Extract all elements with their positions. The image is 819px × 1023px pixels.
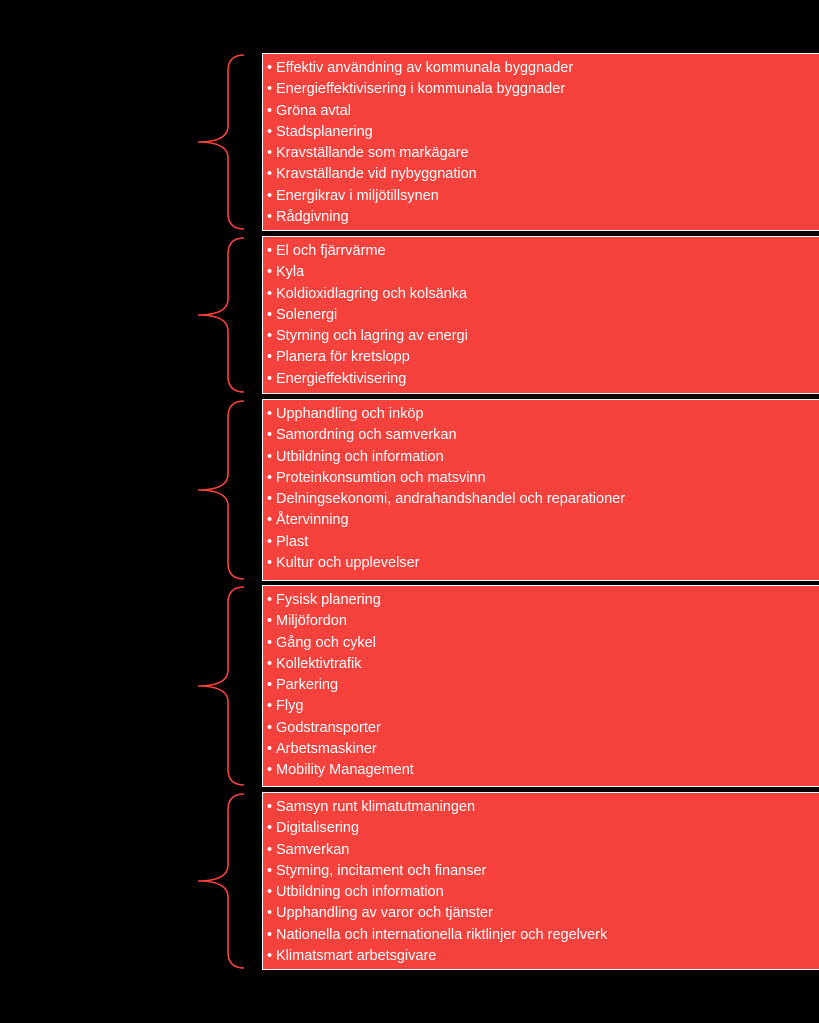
list-item-text: Delningsekonomi, andrahandshandel och reparationer: [276, 491, 626, 508]
list-item-text: Fysisk planering: [276, 592, 381, 608]
bullet-icon: •: [267, 512, 273, 529]
bullet-icon: •: [267, 469, 273, 486]
list-item: [267, 532, 819, 553]
list-item: [267, 122, 819, 143]
list-item: [267, 143, 819, 164]
bullet-icon: •: [267, 677, 273, 694]
group-box-cross-cutting: [262, 792, 819, 970]
group-box-transport: [262, 585, 819, 787]
list-item: [267, 447, 819, 468]
list-item-text: Gröna avtal: [276, 102, 351, 119]
list-item-text: Kultur och upplevelser: [276, 555, 420, 572]
curly-brace-icon: [198, 587, 244, 785]
bullet-icon: •: [267, 448, 273, 465]
bullet-icon: •: [267, 592, 273, 608]
list-item: [267, 590, 819, 611]
list-item-text: Plast: [276, 533, 309, 550]
bullet-icon: •: [267, 102, 273, 119]
list-item: [267, 633, 819, 654]
list-item-text: Flyg: [276, 698, 304, 715]
list-item-text: Styrning, incitament och finanser: [276, 862, 487, 879]
list-item-text: Parkering: [276, 677, 339, 694]
list-item: [267, 262, 819, 283]
list-item-text: Utbildning och information: [276, 884, 444, 901]
list-item-text: Nationella och internationella riktlinjer och regelverk: [276, 926, 608, 943]
list-item-text: El och fjärrvärme: [276, 243, 386, 259]
curly-brace-icon: [198, 794, 244, 968]
list-item-text: Upphandling av varor och tjänster: [276, 905, 493, 922]
list-item-text: Samordning och samverkan: [276, 427, 457, 444]
list-item: [267, 58, 819, 79]
list-item: [267, 510, 819, 531]
list-item: [267, 241, 819, 262]
bullet-icon: •: [267, 328, 273, 345]
bullet-icon: •: [267, 370, 273, 387]
group-list: [267, 58, 819, 228]
list-item: [267, 207, 819, 228]
bullet-icon: •: [267, 187, 273, 204]
list-item-text: Planera för kretslopp: [276, 349, 410, 366]
list-item: [267, 840, 819, 861]
bullet-icon: •: [267, 406, 273, 422]
list-item: [267, 369, 819, 390]
list-item-text: Solenergi: [276, 306, 338, 323]
bullet-icon: •: [267, 741, 273, 758]
list-item-text: Koldioxidlagring och kolsänka: [276, 285, 468, 302]
group-box-energy: [262, 236, 819, 394]
list-item: [267, 489, 819, 510]
list-item: [267, 925, 819, 946]
list-item-text: Utbildning och information: [276, 448, 444, 465]
list-item-text: Godstransporter: [276, 719, 381, 736]
bullet-icon: •: [267, 719, 273, 736]
list-item-text: Klimatsmart arbetsgivare: [276, 948, 437, 965]
bullet-icon: •: [267, 613, 273, 630]
bullet-icon: •: [267, 145, 273, 162]
bullet-icon: •: [267, 799, 273, 815]
curly-brace-icon: [198, 401, 244, 579]
group-list: [267, 797, 819, 967]
bullet-icon: •: [267, 533, 273, 550]
list-item-text: Mobility Management: [276, 762, 414, 779]
bullet-icon: •: [267, 285, 273, 302]
list-item: [267, 553, 819, 574]
list-item: [267, 675, 819, 696]
list-item-text: Rådgivning: [276, 209, 349, 226]
bullet-icon: •: [267, 820, 273, 837]
bullet-icon: •: [267, 81, 273, 98]
bullet-icon: •: [267, 306, 273, 323]
list-item: [267, 284, 819, 305]
bullet-icon: •: [267, 491, 273, 508]
list-item: [267, 101, 819, 122]
list-item: [267, 468, 819, 489]
list-item-text: Kyla: [276, 264, 305, 281]
list-item-text: Digitalisering: [276, 820, 360, 837]
list-item: [267, 347, 819, 368]
list-item: [267, 861, 819, 882]
group-box-consumption: [262, 399, 819, 581]
bullet-icon: •: [267, 948, 273, 965]
group-list: [267, 241, 819, 390]
bullet-icon: •: [267, 60, 273, 76]
list-item: [267, 654, 819, 675]
bullet-icon: •: [267, 427, 273, 444]
list-item-text: Samsyn runt klimatutmaningen: [276, 799, 476, 815]
list-item: [267, 696, 819, 717]
list-item-text: Kravställande vid nybyggnation: [276, 166, 477, 183]
list-item-text: Upphandling och inköp: [276, 406, 424, 422]
list-item: [267, 425, 819, 446]
list-item-text: Effektiv användning av kommunala byggnader: [276, 60, 574, 76]
bullet-icon: •: [267, 655, 273, 672]
bullet-icon: •: [267, 841, 273, 858]
list-item: [267, 326, 819, 347]
list-item-text: Samverkan: [276, 841, 350, 858]
list-item-text: Kravställande som markägare: [276, 145, 469, 162]
list-item: [267, 404, 819, 425]
bullet-icon: •: [267, 555, 273, 572]
group-list: [267, 404, 819, 574]
curly-brace-icon: [198, 238, 244, 392]
bullet-icon: •: [267, 862, 273, 879]
list-item-text: Energikrav i miljötillsynen: [276, 187, 439, 204]
list-item-text: Gång och cykel: [276, 634, 376, 651]
list-item-text: Miljöfordon: [276, 613, 347, 630]
list-item: [267, 739, 819, 760]
bullet-icon: •: [267, 884, 273, 901]
bullet-icon: •: [267, 698, 273, 715]
list-item-text: Styrning och lagring av energi: [276, 328, 468, 345]
list-item-text: Stadsplanering: [276, 123, 373, 140]
list-item: [267, 611, 819, 632]
group-list: [267, 590, 819, 782]
list-item-text: Arbetsmaskiner: [276, 741, 377, 758]
list-item: [267, 818, 819, 839]
list-item: [267, 186, 819, 207]
bullet-icon: •: [267, 926, 273, 943]
list-item: [267, 79, 819, 100]
list-item-text: Energieffektivisering i kommunala byggnader: [276, 81, 566, 98]
bullet-icon: •: [267, 166, 273, 183]
list-item: [267, 946, 819, 967]
bullet-icon: •: [267, 243, 273, 259]
curly-brace-icon: [198, 55, 244, 229]
list-item-text: Återvinning: [276, 512, 349, 529]
list-item: [267, 903, 819, 924]
list-item: [267, 164, 819, 185]
list-item: [267, 305, 819, 326]
group-box-buildings-planning: [262, 53, 819, 231]
list-item-text: Energieffektivisering: [276, 370, 407, 387]
list-item: [267, 718, 819, 739]
list-item: [267, 760, 819, 781]
list-item-text: Kollektivtrafik: [276, 655, 362, 672]
list-item: [267, 882, 819, 903]
list-item-text: Proteinkonsumtion och matsvinn: [276, 469, 486, 486]
bullet-icon: •: [267, 349, 273, 366]
bullet-icon: •: [267, 905, 273, 922]
bullet-icon: •: [267, 264, 273, 281]
list-item: [267, 797, 819, 818]
bullet-icon: •: [267, 209, 273, 226]
bullet-icon: •: [267, 123, 273, 140]
bullet-icon: •: [267, 634, 273, 651]
bullet-icon: •: [267, 762, 273, 779]
